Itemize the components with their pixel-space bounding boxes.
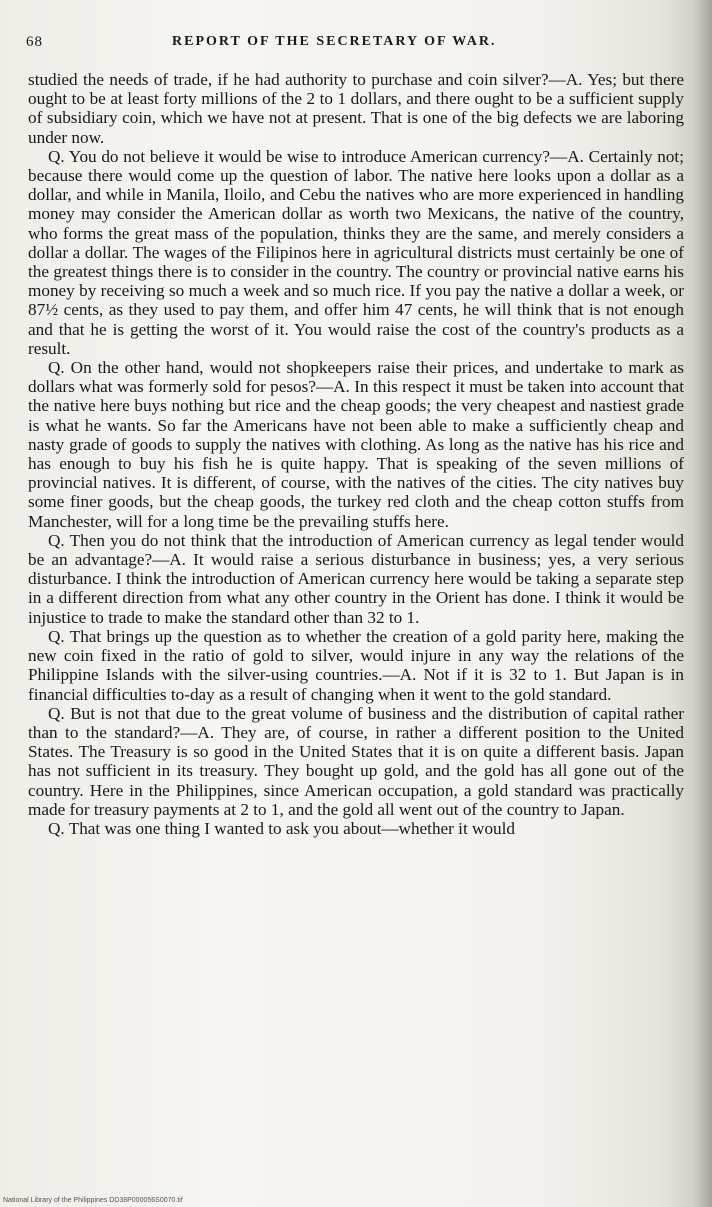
paragraph-3: Q. On the other hand, would not shopkeepers raise their prices, and undertake to mark as dollars what was formerly sold for pesos?—A. In this respect it must be taken into account that the native here buys nothing but rice and the cheap goods; the very cheapest and nastiest grade is what he wants. So far the Americans have not been able to make a sufficiently cheap and nasty grade of goods to supply the natives with clothing. As long as the native has his rice and has enough to buy his fish he is quite happy. That is speaking of the seven millions of provincial natives. It is different, of course, with the natives of the cities. The city natives buy some finer goods, but the cheap goods, the turkey red cloth and the cheap cotton stuffs from Manchester, will for a long time be the prevailing stuffs here. <box>28 358 684 531</box>
running-head: REPORT OF THE SECRETARY OF WAR. <box>172 34 497 49</box>
page-number: 68 <box>26 34 43 50</box>
paragraph-1: studied the needs of trade, if he had authority to purchase and coin silver?—A. Yes; but there ought to be at least forty millions of the 2 to 1 dollars, and there ought to be a sufficient supply of subsidiary coin, which we have not at present. That is one of the big defects we are laboring under now. <box>28 70 684 147</box>
paragraph-4: Q. Then you do not think that the introduction of American currency as legal tender would be an advantage?—A. It would raise a serious disturbance in business; yes, a very serious disturbance. I think the introduction of American currency here would be taking a separate step in a different direction from what any other country in the Orient has done. I think it would be injustice to trade to make the standard other than 32 to 1. <box>28 530 684 627</box>
scan-credit: National Library of the Philippines DD38P000056S0070.tif <box>3 1197 183 1204</box>
paragraph-7: Q. That was one thing I wanted to ask you about—whether it would <box>48 818 515 838</box>
paragraph-6: Q. But is not that due to the great volume of business and the distribution of capital rather than to the standard?—A. They are, of course, in rather a different position to the United States. The Treasury is so good in the United States that it is on quite a different basis. Japan has not sufficient in its treasury. They bought up gold, and the gold has all gone out of the country. Here in the Philippines, since American occupation, a gold standard was practically made for treasury payments at 2 to 1, and the gold all went out of the country to Japan. <box>28 703 684 819</box>
page-edge-shadow <box>694 0 712 1207</box>
page-header <box>26 34 672 54</box>
paragraph-5: Q. That brings up the question as to whether the creation of a gold parity here, making the new coin fixed in the ratio of gold to silver, would injure in any way the relations of the Philippine Islands with the silver-using countries.—A. Not if it is 32 to 1. But Japan is in financial difficulties to-day as a result of changing when it went to the gold standard. <box>28 626 684 704</box>
paragraph-2: Q. You do not believe it would be wise to introduce American currency?—A. Certainly not; because there would come up the question of labor. The native here looks upon a dollar as a dollar, and while in Manila, Iloilo, and Cebu the natives who are more experienced in handling money may consider the American dollar as worth two Mexicans, the native of the country, who forms the great mass of the population, thinks they are the same, and merely considers a dollar a dollar. The wages of the Filipinos here in agricultural districts must certainly be one of the greatest things there is to consider in the country. The country or provincial native earns his money by receiving so much a week and so much rice. If you pay the native a dollar a week, or 87½ cents, as they used to pay them, and offer him 47 cents, he will think that is not enough and that he is getting the worst of it. You would raise the cost of the country's products as a result. <box>28 146 684 358</box>
body-text <box>28 70 684 838</box>
